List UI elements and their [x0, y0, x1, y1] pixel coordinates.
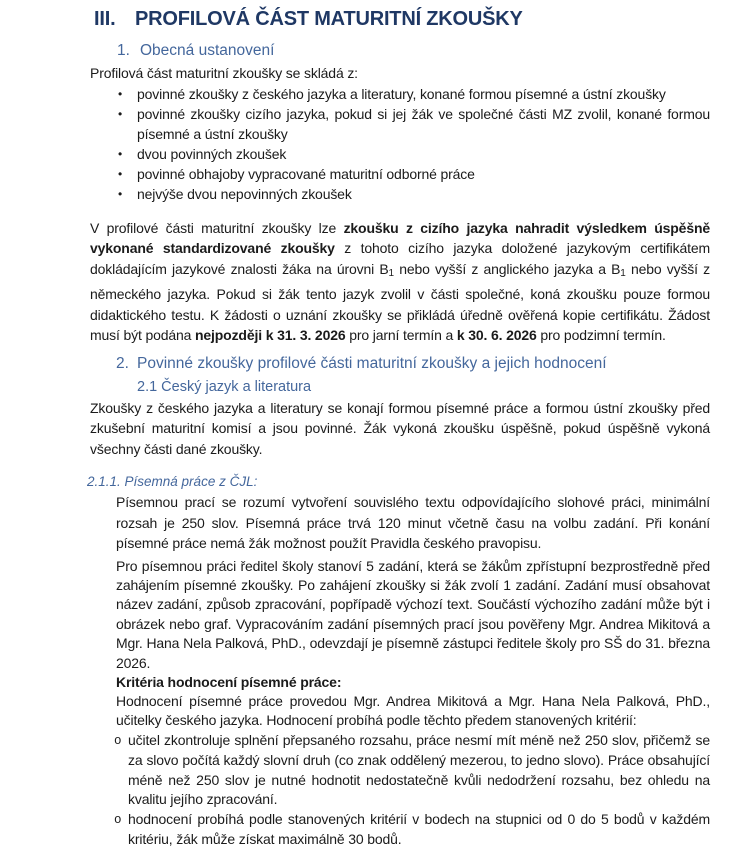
section-title-number: III. — [94, 8, 116, 30]
circle-bullet-list-kriteria — [114, 731, 710, 850]
list-item-text: nejvýše dvou nepovinných zkoušek — [137, 185, 352, 202]
paragraph-nahrazeni-zkousky — [90, 218, 710, 346]
heading-pisemna-prace: 2.1.1. Písemná práce z ČJL: — [87, 474, 258, 489]
circle-bullet-icon: o — [114, 733, 122, 748]
list-item — [90, 84, 710, 104]
bullet-icon: • — [118, 186, 123, 201]
list-item — [114, 731, 710, 810]
bullet-icon: • — [118, 146, 123, 161]
paragraph-pisemna-definice: Písemnou prací se rozumí vytvoření souvislého textu odpovídajícího slohové práci, minimální rozsah je 250 slov. Písemná práce trvá 120 minut včetně času na volbu zadání. Při konání písemné práce nemá žák možnost použít Pravidla českého pravopisu. — [116, 494, 710, 551]
list-item-text: učitel zkontroluje splnění přepsaného rozsahu, práce nesmí mít méně než 250 slov, přičemž se za slovo počítá každý slovní druh (co znak oddělený mezerou, to jedno slovo). Práce obsahující méně než 250 slov je nutné hodnotit nedostatečně kvůli nedodržení rozsahu, bez ohledu na kvalitu jejího zpracování. — [128, 731, 710, 808]
intro-paragraph: Profilová část maturitní zkoušky se skládá z: — [90, 65, 358, 81]
text-run-subscript: 1 — [620, 267, 626, 279]
paragraph-pisemna-zadani: Pro písemnou práci ředitel školy stanoví 5 zadání, která se žákům zpřístupní bezprostředně před zahájením písemné zkoušky. Po zahájení zkoušky si žák zvolí 1 zadání. Zadání musí obsahovat název zadání, způsob zpracování, popřípadě výchozí text. Součástí výchozího zadání může být i obrázek nebo graf. Vypracováním zadání písemných prací jsou pověřeny Mgr. Andrea Mikitová a Mgr. Hana Nela Palková, PhD., odevzdají je písemně zástupci ředitele školy pro SŠ do 31. března 2026. — [116, 557, 710, 671]
list-item — [90, 104, 710, 144]
text-run-bold: zkoušku z cizího jazyka nahradit výsledkem úspěšně vykonané standardizované zkoušky — [90, 219, 710, 256]
text-run-bold-deadline-spring: nejpozději k 31. 3. 2026 — [195, 327, 346, 343]
heading-povinne-text: Povinné zkoušky profilové části maturitní zkoušky a jejich hodnocení — [137, 354, 607, 372]
text-run: pro podzimní termín. — [536, 327, 666, 343]
bullet-icon: • — [118, 166, 123, 181]
list-item-text: povinné zkoušky cizího jazyka, pokud si jej žák ve společné části MZ zvolil, konané formou písemné a ústní zkoušky — [137, 105, 710, 142]
text-run: nebo vyšší z německého jazyka. Pokud si žák tento jazyk zvolil v části společné, koná zkoušku pouze formou didaktického testu. K žádosti o uznání zkoušky se přikládá úředně ověřená kopie certifikátu. Žádost musí být podána — [90, 260, 710, 343]
section-title-text: PROFILOVÁ ČÁST MATURITNÍ ZKOUŠKY — [135, 8, 523, 30]
heading-obecna-ustanoveni — [117, 41, 710, 60]
list-item — [90, 144, 710, 164]
heading-povinne-zkousky — [116, 354, 710, 373]
circle-bullet-icon: o — [114, 813, 122, 828]
text-run: z tohoto cizího jazyka doložené jazykovým certifikátem dokládajícím jazykové znalosti žáka na úrovni B — [90, 240, 710, 277]
list-item-text: hodnocení probíhá podle stanovených kritérií v bodech na stupnici od 0 do 5 bodů v každém kritériu, žák může získat maximálně 30 bodů. — [128, 811, 710, 847]
heading-obecna-number: 1. — [117, 42, 130, 59]
text-run: nebo vyšší z anglického jazyka a B — [393, 260, 621, 277]
paragraph-cjl-zkousky: Zkoušky z českého jazyka a literatury se konají formou písemné práce a formou ústní zkoušky před zkušební maturitní komisí a jsou povinné. Žák vykoná zkoušku úspěšně, pokud úspěšně vykoná všechny části dané zkoušky. — [90, 399, 710, 457]
text-run-subscript: 1 — [388, 267, 394, 279]
text-run-bold-deadline-autumn: k 30. 6. 2026 — [456, 327, 537, 343]
bullet-icon: • — [118, 86, 123, 101]
list-item-text: povinné obhajoby vypracované maturitní odborné práce — [137, 165, 475, 182]
bullet-icon: • — [118, 106, 123, 121]
heading-obecna-text: Obecná ustanovení — [140, 42, 275, 59]
list-item — [114, 810, 710, 850]
paragraph-hodnoceni: Hodnocení písemné práce provedou Mgr. Andrea Mikitová a Mgr. Hana Nela Palková, PhD., učitelky českého jazyka. Hodnocení probíhá podle těchto předem stanovených kritérií: — [116, 692, 710, 729]
list-item-text: dvou povinných zkoušek — [137, 145, 287, 162]
bullet-list-sklada-se — [90, 84, 710, 204]
heading-kriteria-hodnoceni: Kritéria hodnocení písemné práce: — [116, 673, 342, 690]
list-item-text: povinné zkoušky z českého jazyka a literatury, konané formou písemné a ústní zkoušky — [137, 85, 666, 102]
heading-cesky-jazyk: 2.1 Český jazyk a literatura — [137, 378, 312, 395]
section-title — [94, 7, 710, 32]
text-run: pro jarní termín a — [345, 327, 457, 343]
heading-povinne-number: 2. — [116, 354, 129, 372]
list-item — [90, 184, 710, 204]
list-item — [90, 164, 710, 184]
text-run: V profilové části maturitní zkoušky lze — [90, 219, 344, 236]
